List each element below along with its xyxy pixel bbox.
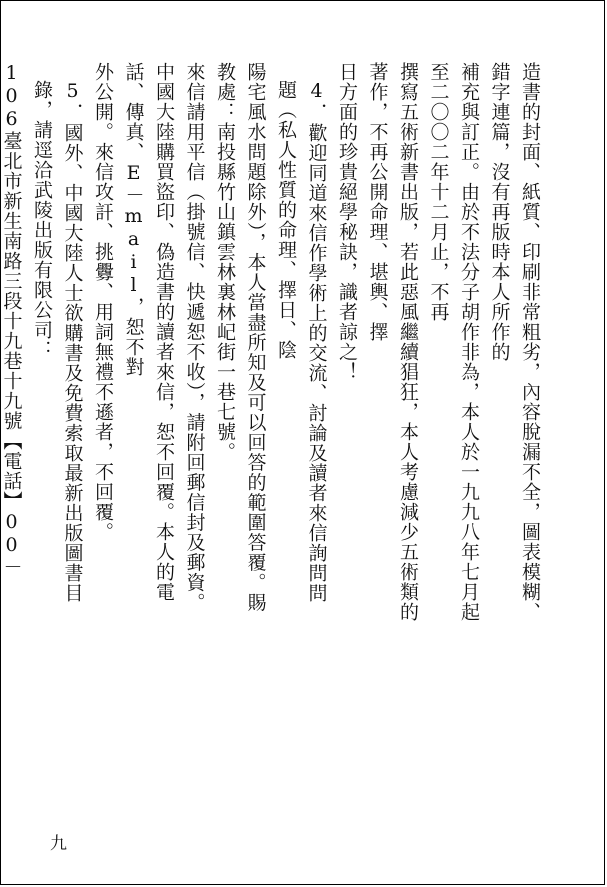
text-line-3: 撰寫五術新書出版，若此惡風繼續猖狂，本人考慮減少五術類的著作，不再公開命理、堪輿、擇: [366, 62, 419, 622]
paragraph-4-line-5: 外公開。來信攻訐、挑釁、用詞無禮不遜者，不回覆。: [92, 62, 114, 542]
paragraph-5-line-1: 5．國外、中國大陸人士欲購書及免費索取最新出版圖書目錄，請逕洽武陵出版有限公司：: [31, 80, 84, 603]
text-line-4: 日方面的珍貴絕學秘訣，識者諒之！: [336, 62, 358, 382]
paragraph-5-address: 106臺北市新生南路三段十九巷十九號【電話】00－: [0, 62, 23, 577]
paragraph-4-line-1: 4．歡迎同道來信作學術上的交流、討論及讀者來信詢問問題（私人性質的命理、擇日、陰: [275, 80, 328, 603]
text-line-2: 補充與訂正。由於不法分子胡作非為，本人於一九九八年七月起至二〇〇二年十二月止，不再: [427, 62, 480, 622]
body-text: [0, 62, 545, 622]
paragraph-4-line-4: 中國大陸購買盜印、偽造書的讀者來信，恕不回覆。本人的電話、傳真、E－mail，恕不對: [122, 62, 175, 602]
paragraph-4-line-2: 陽宅風水問題除外），本人當盡所知及可以回答的範圍答覆。賜教處：南投縣竹山鎮雲林裏林屺街一巷七號。: [214, 62, 267, 613]
page-number: 九: [50, 834, 67, 854]
paragraph-4-line-3: 來信請用平信（掛號信、快遞恕不收），請附回郵信封及郵資。: [183, 62, 206, 613]
text-line-1: 造書的封面、紙質、印刷非常粗劣，內容脫漏不全，圖表模糊、錯字連篇，沒有再版時本人所作的: [488, 62, 541, 622]
